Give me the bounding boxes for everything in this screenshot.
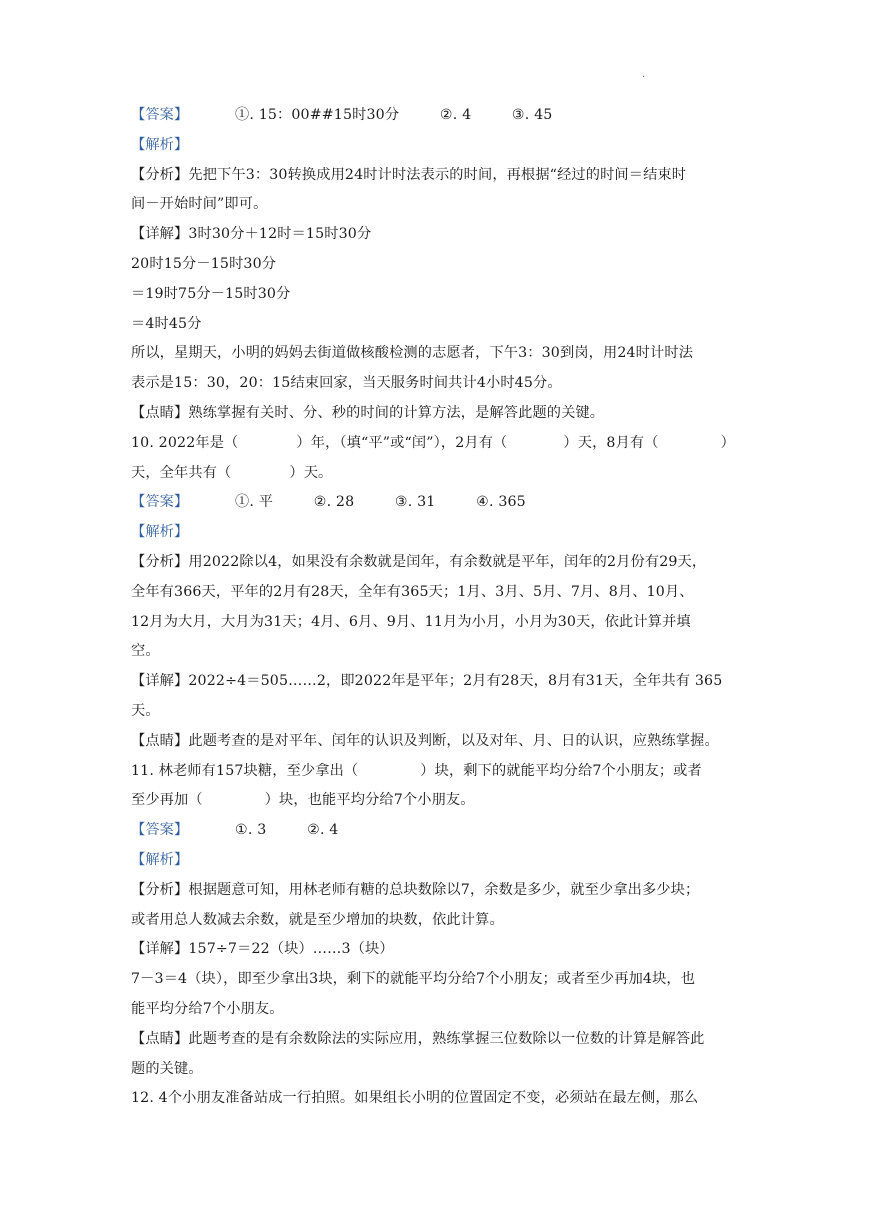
dianjing-text: 此题考查的是有余数除法的实际应用，熟练掌握三位数除以一位数的计算是解答此 bbox=[188, 1030, 705, 1047]
answer-item: ②. 4 bbox=[307, 822, 339, 839]
question-text: ）天，8月有（ bbox=[563, 434, 659, 451]
q9-jiexi-line bbox=[131, 131, 741, 161]
xiangjie-tag: 【详解】 bbox=[131, 673, 189, 690]
jiexi-tag: 【解析】 bbox=[131, 524, 189, 541]
question-text: ）天。 bbox=[289, 464, 333, 481]
xiangjie-text: 157÷7＝22（块）……3（块） bbox=[188, 941, 394, 958]
xiangjie-tag: 【详解】 bbox=[131, 226, 189, 243]
fenxi-text: 根据题意可知，用林老师有糖的总块数除以7，余数是多少，就至少拿出多少块； bbox=[188, 881, 700, 898]
q11-dianjing-line-2: 题的关键。 bbox=[131, 1060, 203, 1077]
q11-xiangjie-line-2: 7－3＝4（块），即至少拿出3块，剩下的就能平均分给7个小朋友；或者至少再加4块，也 bbox=[131, 971, 696, 988]
q9-fenxi-line bbox=[131, 161, 741, 191]
answer-item: ③. 31 bbox=[394, 494, 436, 511]
answer-tag: 【答案】 bbox=[131, 494, 189, 511]
question-text: 天，全年共有（ bbox=[131, 464, 232, 481]
question-text: 10. 2022年是（ bbox=[131, 434, 239, 451]
dianjing-text: 此题考查的是对平年、闰年的认识及判断，以及对年、月、日的认识，应熟练掌握。 bbox=[188, 732, 719, 749]
q11-fenxi-line-2: 或者用总人数减去余数，就是至少增加的块数，依此计算。 bbox=[131, 911, 504, 928]
q10-xiangjie-line bbox=[131, 667, 741, 697]
xiangjie-text: 3时30分＋12时＝15时30分 bbox=[188, 226, 372, 243]
answer-item: ②. 28 bbox=[313, 494, 355, 511]
answer-item: ①. 15：00##15时30分 bbox=[235, 107, 400, 123]
fenxi-tag: 【分析】 bbox=[131, 166, 189, 183]
q9-xiangjie-line-3: ＝19时75分－15时30分 bbox=[131, 285, 291, 302]
fenxi-text: 用2022除以4，如果没有余数就是闰年，有余数就是平年，闰年的2月份有29天， bbox=[188, 553, 707, 570]
dianjing-tag: 【点睛】 bbox=[131, 1030, 189, 1047]
fenxi-text: 先把下午3：30转换成用24时计时法表示的时间，再根据“经过的时间＝结束时 bbox=[188, 166, 687, 183]
question-text: ） bbox=[720, 434, 735, 451]
jiexi-tag: 【解析】 bbox=[131, 851, 189, 868]
question-text: 11. 林老师有157块糖，至少拿出（ bbox=[131, 762, 359, 779]
dianjing-text: 熟练掌握有关时、分、秒的时间的计算方法，是解答此题的关键。 bbox=[188, 404, 605, 421]
q11-dianjing-line bbox=[131, 1025, 741, 1055]
q9-xiangjie-line-2: 20时15分－15时30分 bbox=[131, 255, 277, 272]
answer-item: ①. 3 bbox=[235, 822, 267, 839]
q11-jiexi-line bbox=[131, 846, 741, 876]
dianjing-tag: 【点睛】 bbox=[131, 404, 189, 421]
corner-mark: · bbox=[642, 72, 646, 83]
xiangjie-text: 2022÷4＝505……2，即2022年是平年；2月有28天，8月有31天，全年共有 365 bbox=[188, 673, 723, 690]
dianjing-tag: 【点睛】 bbox=[131, 732, 189, 749]
jiexi-tag: 【解析】 bbox=[131, 136, 189, 153]
q9-fenxi-line-2: 间－开始时间”即可。 bbox=[131, 196, 268, 213]
q9-xiangjie-line-5: 所以，星期天，小明的妈妈去街道做核酸检测的志愿者，下午3：30到岗，用24时计时法 bbox=[131, 345, 694, 362]
q10-fenxi-line-2: 全年有366天，平年的2月有28天，全年有365天；1月、3月、5月、7月、8月、10月、 bbox=[131, 583, 694, 600]
q10-fenxi-line-4: 空。 bbox=[131, 643, 160, 660]
q11-fenxi-line bbox=[131, 876, 741, 906]
q10-fenxi-line bbox=[131, 548, 741, 578]
q10-answer-line bbox=[131, 488, 741, 518]
q10-question-line-2 bbox=[131, 459, 741, 489]
question-text: ）块，剩下的就能平均分给7个小朋友；或者 bbox=[420, 762, 702, 779]
q9-dianjing-line bbox=[131, 399, 741, 429]
q10-fenxi-line-3: 12月为大月，大月为31天；4月、6月、9月、11月为小月，小月为30天，依此计算并填 bbox=[131, 613, 691, 630]
q11-answer-line bbox=[131, 816, 741, 846]
q9-xiangjie-line bbox=[131, 220, 741, 250]
q10-question-line-1 bbox=[131, 429, 741, 459]
q9-xiangjie-line-6: 表示是15：30，20：15结束回家，当天服务时间共计4小时45分。 bbox=[131, 375, 562, 392]
xiangjie-tag: 【详解】 bbox=[131, 941, 189, 958]
answer-item: ②. 4 bbox=[439, 107, 472, 123]
q9-xiangjie-line-4: ＝4时45分 bbox=[131, 315, 202, 332]
answer-item: ①. 平 bbox=[235, 494, 274, 511]
document-page bbox=[131, 101, 741, 1114]
q11-xiangjie-line bbox=[131, 935, 741, 965]
q10-dianjing-line bbox=[131, 727, 741, 757]
answer-tag: 【答案】 bbox=[131, 822, 189, 839]
question-text: 至少再加（ bbox=[131, 792, 203, 809]
question-text: ）块，也能平均分给7个小朋友。 bbox=[264, 792, 475, 809]
fenxi-tag: 【分析】 bbox=[131, 553, 189, 570]
q12-question-line-1: 12. 4个小朋友准备站成一行拍照。如果组长小明的位置固定不变，必须站在最左侧，那么 bbox=[131, 1090, 699, 1107]
q10-xiangjie-line-2: 天。 bbox=[131, 702, 160, 719]
answer-item: ④. 365 bbox=[476, 494, 526, 511]
q11-xiangjie-line-3: 能平均分给7个小朋友。 bbox=[131, 1000, 284, 1017]
q11-question-line-1 bbox=[131, 757, 741, 787]
fenxi-tag: 【分析】 bbox=[131, 881, 189, 898]
question-text: ）年，（填“平”或“闰”），2月有（ bbox=[296, 434, 508, 451]
answer-tag: 【答案】 bbox=[131, 107, 189, 123]
q9-answer-line bbox=[131, 101, 741, 131]
q10-jiexi-line bbox=[131, 518, 741, 548]
q11-question-line-2 bbox=[131, 786, 741, 816]
answer-item: ③. 45 bbox=[511, 107, 553, 123]
